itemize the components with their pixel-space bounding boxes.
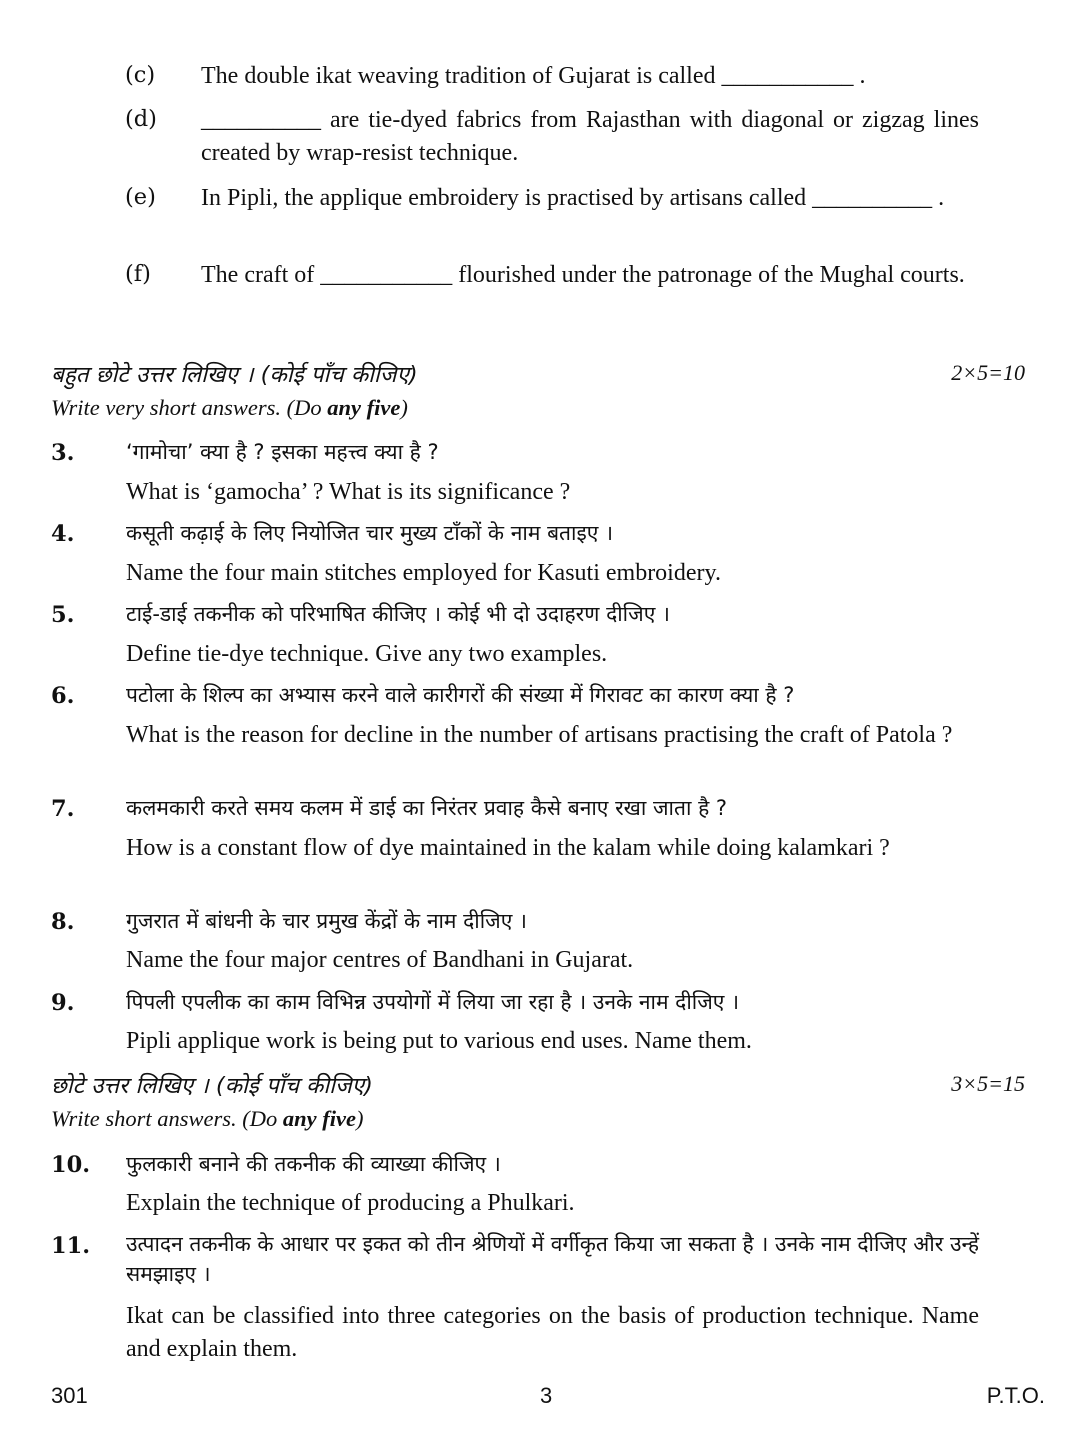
question-english: Name the four main stitches employed for Kasuti embroidery. (126, 560, 721, 586)
question-english: How is a constant flow of dye maintained in the kalam while doing kalamkari ? (126, 835, 890, 861)
question-hindi: फुलकारी बनाने की तकनीक की व्याख्या कीजिए । (126, 1152, 501, 1176)
question-number: 7. (51, 796, 75, 822)
question-number: 9. (51, 990, 75, 1016)
question-hindi: ‘गामोचा’ क्या है ? इसका महत्त्व क्या है ? (126, 440, 439, 464)
section-marks: 3×5=15 (951, 1071, 1025, 1096)
question-english: Define tie-dye technique. Give any two examples. (126, 641, 608, 667)
question-number: 10. (51, 1152, 91, 1178)
footer-pto: P.T.O. (986, 1383, 1045, 1408)
question-english: What is the reason for decline in the number of artisans practising the craft of Patola ? (126, 722, 953, 748)
question-number: 6. (51, 683, 75, 709)
question-hindi: गुजरात में बांधनी के चार प्रमुख केंद्रों के नाम दीजिए । (126, 909, 528, 933)
subpart-text: In Pipli, the applique embroidery is practised by artisans called __________ . (201, 185, 945, 211)
question-hindi: पटोला के शिल्प का अभ्यास करने वाले कारीगरों की संख्या में गिरावट का कारण क्या है ? (126, 683, 795, 707)
subpart-text: The craft of ___________ flourished under the patronage of the Mughal courts. (201, 262, 965, 288)
subpart-label: (c) (125, 62, 156, 88)
question-hindi: कलमकारी करते समय कलम में डाई का निरंतर प्रवाह कैसे बनाए रखा जाता है ? (126, 796, 728, 820)
subpart-label: (f) (125, 261, 151, 287)
section-instruction-hindi: छोटे उत्तर लिखिए । (कोई पाँच कीजिए) (51, 1073, 373, 1099)
question-english: Pipli applique work is being put to various end uses. Name them. (126, 1028, 752, 1054)
question-number: 11. (51, 1233, 91, 1259)
subpart-label: (e) (125, 184, 156, 210)
subpart-text: The double ikat weaving tradition of Gujarat is called ___________ . (201, 63, 866, 89)
section-marks: 2×5=10 (951, 360, 1025, 385)
question-english: Ikat can be classified into three categories on the basis of production technique. Name and explain them. (126, 1303, 979, 1362)
question-hindi: उत्पादन तकनीक के आधार पर इकत को तीन श्रेणियों में वर्गीकृत किया जा सकता है । उनके नाम दीजिए और उन्हें समझाइए । (126, 1232, 979, 1286)
question-english: Name the four major centres of Bandhani in Gujarat. (126, 947, 634, 973)
question-number: 5. (51, 602, 75, 628)
footer-page-number: 3 (540, 1383, 553, 1408)
subpart-text: __________ are tie-dyed fabrics from Rajasthan with diagonal or zigzag lines created by wrap-resist technique. (201, 107, 979, 166)
question-number: 4. (51, 521, 75, 547)
section-instruction-english: Write very short answers. (Do any five) (51, 395, 408, 420)
question-english: Explain the technique of producing a Phulkari. (126, 1190, 575, 1216)
section-instruction-english: Write short answers. (Do any five) (51, 1106, 364, 1131)
question-number: 3. (51, 440, 75, 466)
footer-code: 301 (51, 1383, 88, 1408)
question-number: 8. (51, 909, 75, 935)
question-hindi: कसूती कढ़ाई के लिए नियोजित चार मुख्य टाँकों के नाम बताइए । (126, 521, 614, 545)
question-english: What is ‘gamocha’ ? What is its significance ? (126, 479, 571, 505)
section-instruction-hindi: बहुत छोटे उत्तर लिखिए । (कोई पाँच कीजिए) (51, 362, 418, 388)
question-hindi: टाई-डाई तकनीक को परिभाषित कीजिए । कोई भी दो उदाहरण दीजिए । (126, 602, 670, 626)
question-hindi: पिपली एपलीक का काम विभिन्न उपयोगों में लिया जा रहा है । उनके नाम दीजिए । (126, 990, 740, 1014)
subpart-label: (d) (125, 106, 157, 132)
